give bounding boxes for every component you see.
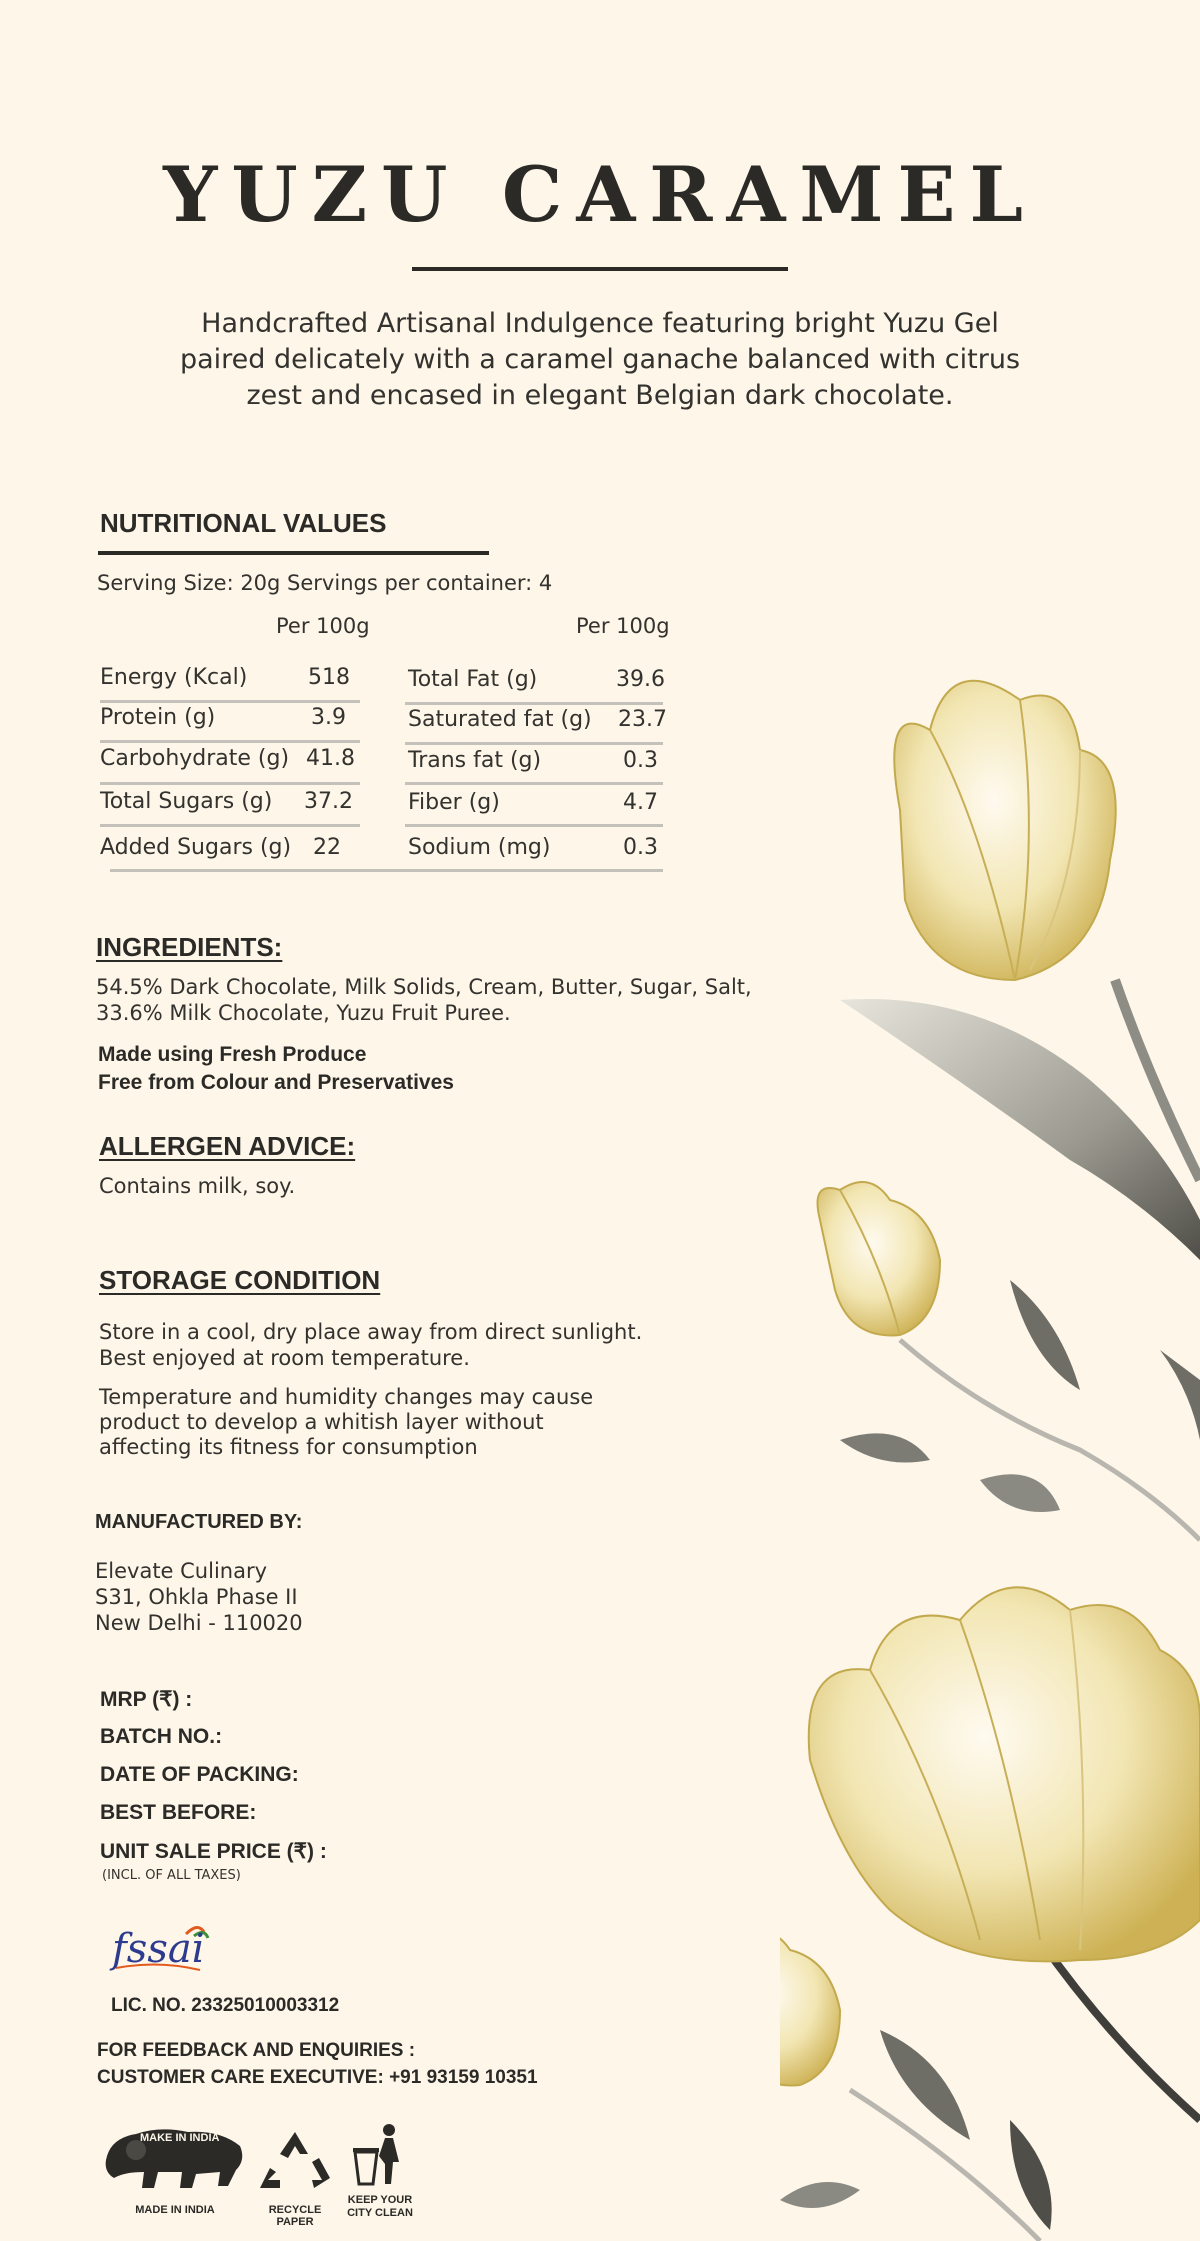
customer-care-line: CUSTOMER CARE EXECUTIVE: +91 93159 10351 [97,2067,538,2088]
mrp-label: MRP (₹) : [100,1688,193,1711]
row-divider [405,742,663,745]
storage-heading: STORAGE CONDITION [99,1265,381,1295]
make-in-india-text: MAKE IN INDIA [140,2132,220,2144]
per-100g-right: Per 100g [576,614,670,638]
row-divider [405,702,663,705]
fssai-logo [108,1920,218,1980]
manufacturer-address-1: S31, Ohkla Phase II [95,1585,298,1609]
nutrient-label: Protein (g) [100,705,216,730]
ingredients-line-2: 33.6% Milk Chocolate, Yuzu Fruit Puree. [96,1001,511,1025]
table-bottom-rule [110,869,663,872]
recycle-icon [250,2128,340,2192]
nutrient-value: 0.3 [623,748,658,773]
storage-line-2: Best enjoyed at room temperature. [99,1346,470,1370]
storage-line-4: product to develop a whitish layer without [99,1410,544,1434]
feedback-line: FOR FEEDBACK AND ENQUIRIES : [97,2040,416,2061]
nutrient-value: 0.3 [623,835,658,860]
nutrient-value: 39.6 [616,667,665,692]
row-divider [405,824,663,827]
nutrient-label: Sodium (mg) [408,835,551,860]
nutrient-value: 518 [308,665,350,690]
make-in-india-badge [100,2120,250,2216]
fssai-license: LIC. NO. 23325010003312 [111,1995,340,2016]
nutrient-value: 3.9 [311,705,346,730]
tulip-small-icon [818,1182,941,1335]
product-title: YUZU CARAMEL [163,150,1037,239]
nutrient-value: 4.7 [623,790,658,815]
taxes-note: (INCL. OF ALL TAXES) [102,1868,241,1883]
nutrient-label: Energy (Kcal) [100,665,248,690]
nutrition-heading: NUTRITIONAL VALUES [100,508,387,538]
row-divider [100,824,360,827]
manufacturer-heading: MANUFACTURED BY: [95,1511,303,1533]
row-divider [405,782,663,785]
nutrient-label: Total Fat (g) [408,667,538,692]
manufacturer-address-2: New Delhi - 110020 [95,1611,303,1635]
tulip-top-icon [894,681,1115,980]
tulip-large-icon [809,1587,1200,1961]
keep-clean-caption-1: KEEP YOUR [347,2194,413,2206]
fresh-produce-note: Made using Fresh Produce [98,1043,367,1066]
title-divider [412,267,788,271]
trash-bin-icon [345,2122,415,2188]
nutrient-label: Total Sugars (g) [100,789,273,814]
nutrient-label: Carbohydrate (g) [100,746,290,771]
unit-price-label: UNIT SALE PRICE (₹) : [100,1840,327,1863]
fssai-logo-text: fssai [112,1926,205,1972]
recycle-badge [250,2128,340,2228]
product-tagline: Handcrafted Artisanal Indulgence featuring bright Yuzu Gel paired delicately with a caramel ganache balanced with citrus zest and encased in elegant Belgian dark chocolate. [179,308,1021,411]
allergen-text: Contains milk, soy. [99,1174,296,1198]
nutrition-divider [98,551,489,555]
manufacturer-name: Elevate Culinary [95,1559,268,1583]
tulip-illustration [780,560,1200,2241]
made-in-india-caption: MADE IN INDIA [135,2204,215,2216]
lion-icon [100,2120,250,2192]
packing-date-label: DATE OF PACKING: [100,1763,299,1786]
storage-line-3: Temperature and humidity changes may cause [99,1385,594,1409]
ingredients-heading: INGREDIENTS: [96,932,283,962]
nutrient-value: 37.2 [304,789,353,814]
nutrient-label: Fiber (g) [408,790,500,815]
storage-line-5: affecting its fitness for consumption [99,1435,478,1459]
nutrient-value: 41.8 [306,746,355,771]
nutrient-label: Added Sugars (g) [100,835,292,860]
nutrient-label: Saturated fat (g) [408,707,592,732]
storage-line-1: Store in a cool, dry place away from direct sunlight. [99,1320,643,1344]
recycle-caption: RECYCLE PAPER [268,2204,322,2228]
row-divider [100,740,360,743]
per-100g-left: Per 100g [276,614,370,638]
batch-label: BATCH NO.: [100,1725,223,1748]
ingredients-line-1: 54.5% Dark Chocolate, Milk Solids, Cream, Butter, Sugar, Salt, [96,975,752,999]
nutrient-value: 23.7 [618,707,667,732]
best-before-label: BEST BEFORE: [100,1801,257,1824]
row-divider [100,700,360,703]
nutrient-value: 22 [313,835,341,860]
nutrient-label: Trans fat (g) [408,748,542,773]
allergen-heading: ALLERGEN ADVICE: [99,1131,356,1161]
nutrition-table [100,665,680,875]
keep-clean-caption-2: CITY CLEAN [347,2207,413,2219]
serving-size: Serving Size: 20g Servings per container: 4 [97,571,553,595]
keep-clean-badge [345,2122,415,2222]
tulip-bottom-icon [780,1932,840,2085]
no-preservatives-note: Free from Colour and Preservatives [98,1071,454,1094]
row-divider [100,782,360,785]
